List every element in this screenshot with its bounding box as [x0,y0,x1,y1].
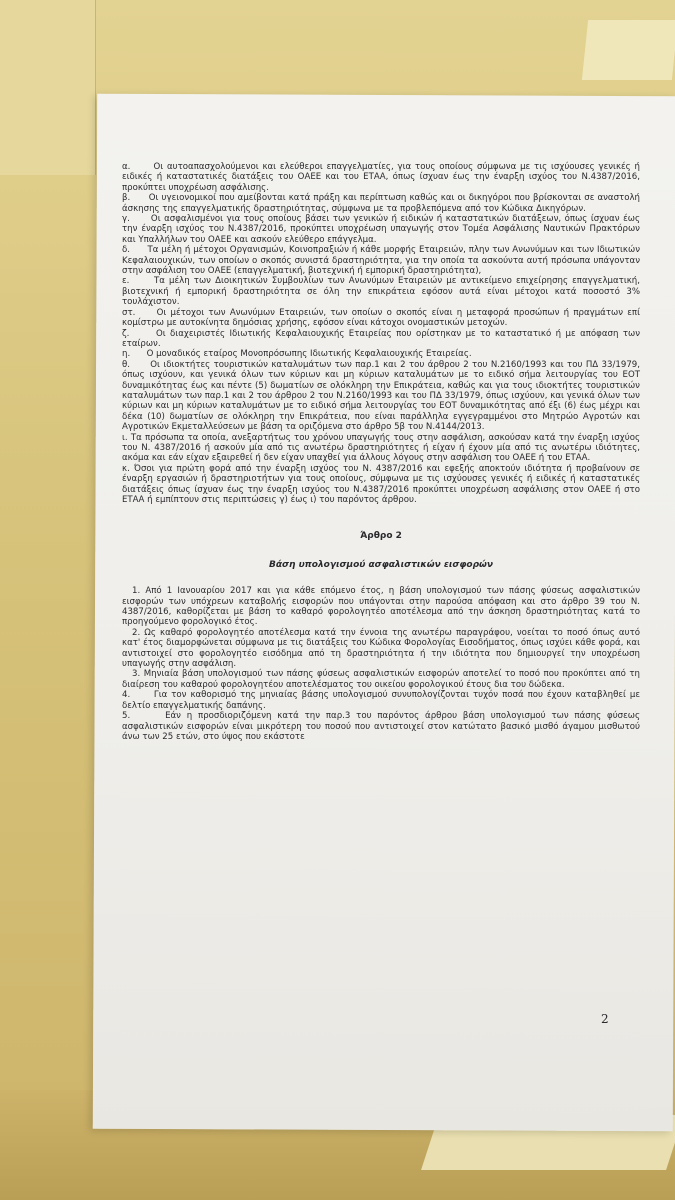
paragraph-3: 3. Μηνιαία βάση υπολογισμού των πάσης φύσεως ασφαλιστικών εισφορών αποτελεί το ποσό που προκύπτει από τη διαίρεση του καθαρού φορολογητέου αποτελέσματος του οικείου φορολογικού έτους δια του δώδεκα. [122,669,640,690]
list-item-st: στ. Οι μέτοχοι των Ανωνύμων Εταιρειών, των οποίων ο σκοπός είναι η μεταφορά προσώπων ή πραγμάτων επί κομίστρω με αυτοκίνητα δημόσιας χρήσης, εφόσον είναι κάτοχοι ονομαστικών μετοχών. [122,307,640,329]
paragraph-4: 4. Για τον καθορισμό της μηνιαίας βάσης υπολογισμού συνυπολογίζονται τυχόν ποσά που έχουν καταβληθεί με δελτίο επαγγελματικής δαπάνης. [122,690,640,711]
list-item-z: ζ. Οι διαχειριστές Ιδιωτικής Κεφαλαιουχικής Εταιρείας που ορίστηκαν με το καταστατικό ή με απόφαση των εταίρων. [122,328,640,349]
list-item-c: γ. Οι ασφαλισμένοι για τους οποίους βάσει των γενικών ή ειδικών ή καταστατικών διατάξεων, όπως ίσχυαν έως την έναρξη ισχύος του Ν.4387/2016, προκύπτει υποχρέωση υπαγωγής στον Τομέα Ασφάλισης Ναυτικών Πρακτόρων και Υπαλλήλων του ΟΑΕΕ και ασκούν ελεύθερο επάγγελμα. [122,214,640,245]
list-item-b: β. Οι υγειονομικοί που αμείβονται κατά πράξη και περίπτωση καθώς και οι δικηγόροι που βρίσκονται σε αναστολή άσκησης της επαγγελματικής δραστηριότητας, σύμφωνα με τα προβλεπόμενα από τον Κώδικα Δικηγόρων. [122,193,640,214]
list-item-h: η. Ο μοναδικός εταίρος Μονοπρόσωπης Ιδιωτικής Κεφαλαιουχικής Εταιρείας. [122,349,472,360]
list-item-k: κ. Όσοι για πρώτη φορά από την έναρξη ισχύος του Ν. 4387/2016 και εφεξής αποκτούν ιδιότητα ή προβαίνουν σε έναρξη εργασιών ή δραστηριοτήτων για τους οποίους, σύμφωνα με τις ισχύουσες γενικές ή ειδικές ή καταστατικές διατάξεις όπως ίσχυαν έως την έναρξη ισχύος του Ν.4387/2016 προκύπτει υποχρέωση ασφάλισης στον ΟΑΕΕ ή στο ΕΤΑΑ ή εμπίπτουν στις περιπτώσεις γ) έως ι) του παρόντος άρθρου. [122,463,640,505]
paragraph-1: 1. Από 1 Ιανουαρίου 2017 και για κάθε επόμενο έτος, η βάση υπολογισμού των πάσης φύσεως ασφαλιστικών εισφορών των υπόχρεων καταβολής εισφορών που υπάγονται στην παρούσα απόφαση και στο άρθρο 39 του Ν. 4387/2016, καθορίζεται με βάση το καθαρό φορολογητέο αποτέλεσμα από την άσκηση δραστηριότητας κατά το προηγούμενο φορολογικό έτος. [122,586,640,628]
article-subtitle: Βάση υπολογισμού ασφαλιστικών εισφορών [268,559,493,570]
list-item-th: θ. Οι ιδιοκτήτες τουριστικών καταλυμάτων των παρ.1 και 2 του άρθρου 2 του Ν.2160/1993 και του ΠΔ 33/1979, όπως ισχύουν, και γενικά όλων των κύριων και μη κύριων καταλυμάτων με το ειδικό σήμα λειτουργίας του ΕΟΤ δυναμικότητας έως και πέντε (5) δωματίων σε ολόκληρη την Επικράτεια, καθώς και για τους ιδιοκτήτες τουριστικών καταλυμάτων των παρ.1 και 2 του άρθρου 2 του Ν.2160/1993 και του ΠΔ 33/1979, όπως ισχύουν, και γενικά όλων των κύριων και μη κύριων καταλυμάτων με το ειδικό σήμα λειτουργίας του ΕΟΤ δυναμικότητας από έξι (6) έως μέχρι και δέκα (10) δωματίων σε ολόκληρη την Επικράτεια, που είναι παράλληλα εγγεγραμμένοι στο Μητρώο Αγροτών και Αγροτικών Εκμεταλλεύσεων με βάση τα οριζόμενα στο άρθρο 5β του Ν.4144/2013. [122,359,640,433]
list-item-d: δ. Τα μέλη ή μέτοχοι Οργανισμών, Κοινοπραξιών ή κάθε μορφής Εταιρειών, πλην των Ανωνύμων και των Ιδιωτικών Κεφαλαιουχικών, των οποίων ο σκοπός συνιστά δραστηριότητα, για την οποία τα ασκούντα αυτή πρόσωπα υπάγονταν στην ασφάλιση του ΟΑΕΕ (επαγγελματική, βιοτεχνική ή εμπορική δραστηριότητα), [122,245,640,277]
document-body [122,162,640,742]
article-paragraphs [122,586,640,742]
folder-flap-right [582,20,675,80]
paragraph-5: 5. Εάν η προσδιοριζόμενη κατά την παρ.3 του παρόντος άρθρου βάση υπολογισμού των πάσης φύσεως ασφαλιστικών εισφορών είναι μικρότερη του ποσού που αντιστοιχεί στον κατώτατο βασικό μισθό άγαμου μισθωτού άνω των 25 ετών, στο ύψος που εκάστοτε [122,711,640,742]
list-item-i: ι. Τα πρόσωπα τα οποία, ανεξαρτήτως του χρόνου υπαγωγής τους στην ασφάλιση, ασκούσαν κατά την έναρξη ισχύος του Ν. 4387/2016 ή ασκούν μία από τις ανωτέρω δραστηριότητες ή είχαν ή έχουν μία από τις ανωτέρω ιδιότητες, ακόμα και εάν είχαν εξαιρεθεί ή δεν είχαν υπαχθεί για άλλους λόγους στην ασφάλιση του ΟΑΕΕ ή του ΕΤΑΑ. [122,432,640,464]
list-items [122,162,640,505]
list-item-e: ε. Τα μέλη των Διοικητικών Συμβουλίων των Ανωνύμων Εταιρειών με αντικείμενο επιχείρησης επαγγελματική, βιοτεχνική ή εμπορική δραστηριότητα σε όλη την επικράτεια εφόσον αυτά είναι μέτοχοι κατά ποσοστό 3% τουλάχιστον. [122,276,640,308]
folder-flap-left [0,0,96,175]
page-number: 2 [601,1012,609,1026]
list-item-a: α. Οι αυτοαπασχολούμενοι και ελεύθεροι επαγγελματίες, για τους οποίους σύμφωνα με τις ισχύουσες γενικές ή ειδικές ή καταστατικές διατάξεις του ΟΑΕΕ και του ΕΤΑΑ, όπως ίσχυαν έως την έναρξη ισχύος του Ν.4387/2016, προκύπτει υποχρέωση ασφάλισης. [122,162,640,193]
article-title: Άρθρο 2 [360,531,402,542]
paragraph-2: 2. Ως καθαρό φορολογητέο αποτέλεσμα κατά την έννοια της ανωτέρω παραγράφου, νοείται το ποσό όπως αυτό κατ' έτος διαμορφώνεται σύμφωνα με τις διατάξεις του Κώδικα Φορολογίας Εισοδήματος, όπως ισχύει κάθε φορά, και αντιστοιχεί στο φορολογητέο εισόδημα από τη δραστηριότητα ή την ιδιότητα που δημιουργεί την υποχρέωση υπαγωγής στην ασφάλιση. [122,627,640,670]
